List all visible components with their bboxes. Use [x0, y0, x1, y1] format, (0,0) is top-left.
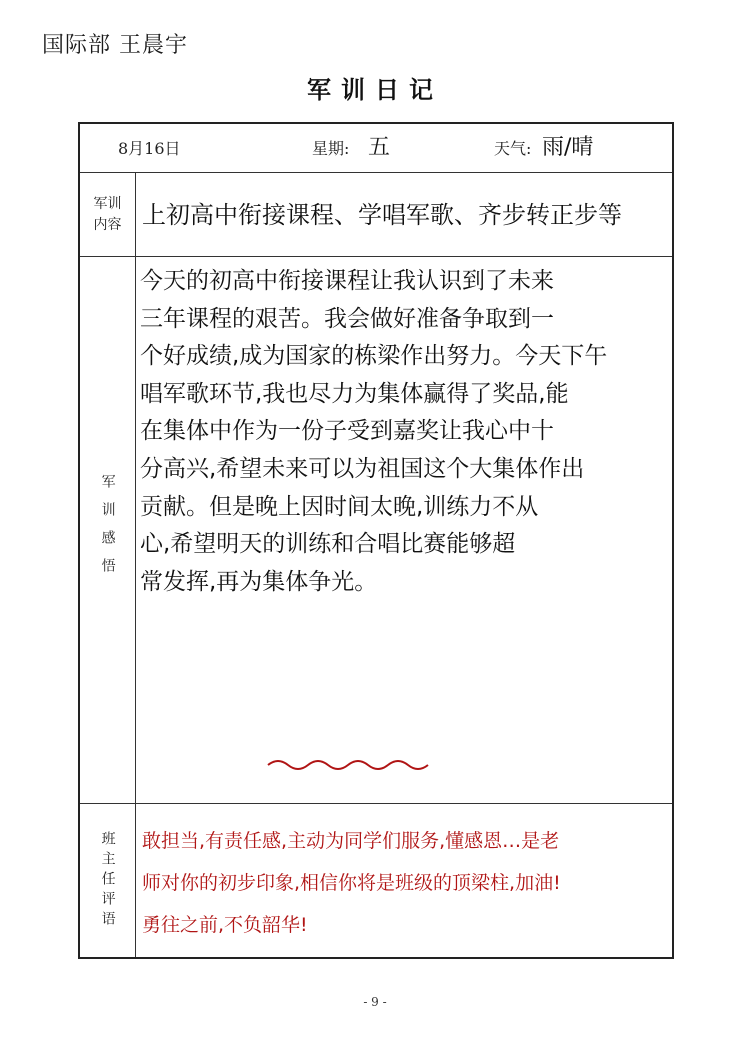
reflection-line: 今天的初高中衔接课程让我认识到了未来: [140, 268, 554, 294]
page-number: - 9 -: [363, 995, 387, 1009]
training-content-text: 上初高中衔接课程、学唱军歌、齐步转正步等: [142, 201, 622, 229]
reflection-row: [80, 257, 672, 804]
reflection-line: 心,希望明天的训练和合唱比赛能够超: [140, 531, 516, 558]
training-content-row: [80, 173, 672, 257]
reflection-line: 个好成绩,成为国家的栋梁作出努力。今天下午: [140, 343, 608, 370]
reflection-line: 常发挥,再为集体争光。: [140, 568, 378, 595]
header-row: [80, 124, 672, 173]
teacher-comment-row: [80, 804, 672, 957]
page-title: 军训日记: [307, 75, 443, 104]
reflection-line: 唱军歌环节,我也尽力为集体赢得了奖品,能: [140, 380, 569, 407]
comment-line: 师对你的初步印象,相信你将是班级的顶梁柱,加油!: [142, 872, 561, 894]
diary-form: [78, 122, 674, 959]
comment-line: 勇往之前,不负韶华!: [142, 914, 308, 936]
wavy-underline-mark: [266, 755, 436, 775]
author-name: 国际部 王晨宇: [42, 33, 188, 58]
weather-value: 雨/晴: [542, 135, 594, 160]
reflection-label: 军训感悟: [80, 257, 136, 803]
reflection-line: 分高兴,希望未来可以为祖国这个大集体作出: [140, 455, 585, 482]
reflection-line: 贡献。但是晚上因时间太晚,训练力不从: [140, 493, 539, 520]
training-content-label: 军训 内容: [80, 173, 136, 256]
weekday-value: 五: [368, 135, 391, 160]
reflection-text: [140, 263, 670, 601]
weather-label: 天气:: [494, 139, 532, 158]
date: 8月16日: [118, 139, 181, 158]
teacher-comment-label: 班主任评语: [80, 804, 136, 957]
teacher-comment-text: [142, 820, 670, 946]
comment-line: 敢担当,有责任感,主动为同学们服务,懂感恩…是老: [142, 830, 560, 852]
reflection-line: 在集体中作为一份子受到嘉奖让我心中十: [140, 418, 554, 445]
weekday-label: 星期:: [312, 139, 350, 158]
reflection-line: 三年课程的艰苦。我会做好准备争取到一: [140, 305, 554, 332]
